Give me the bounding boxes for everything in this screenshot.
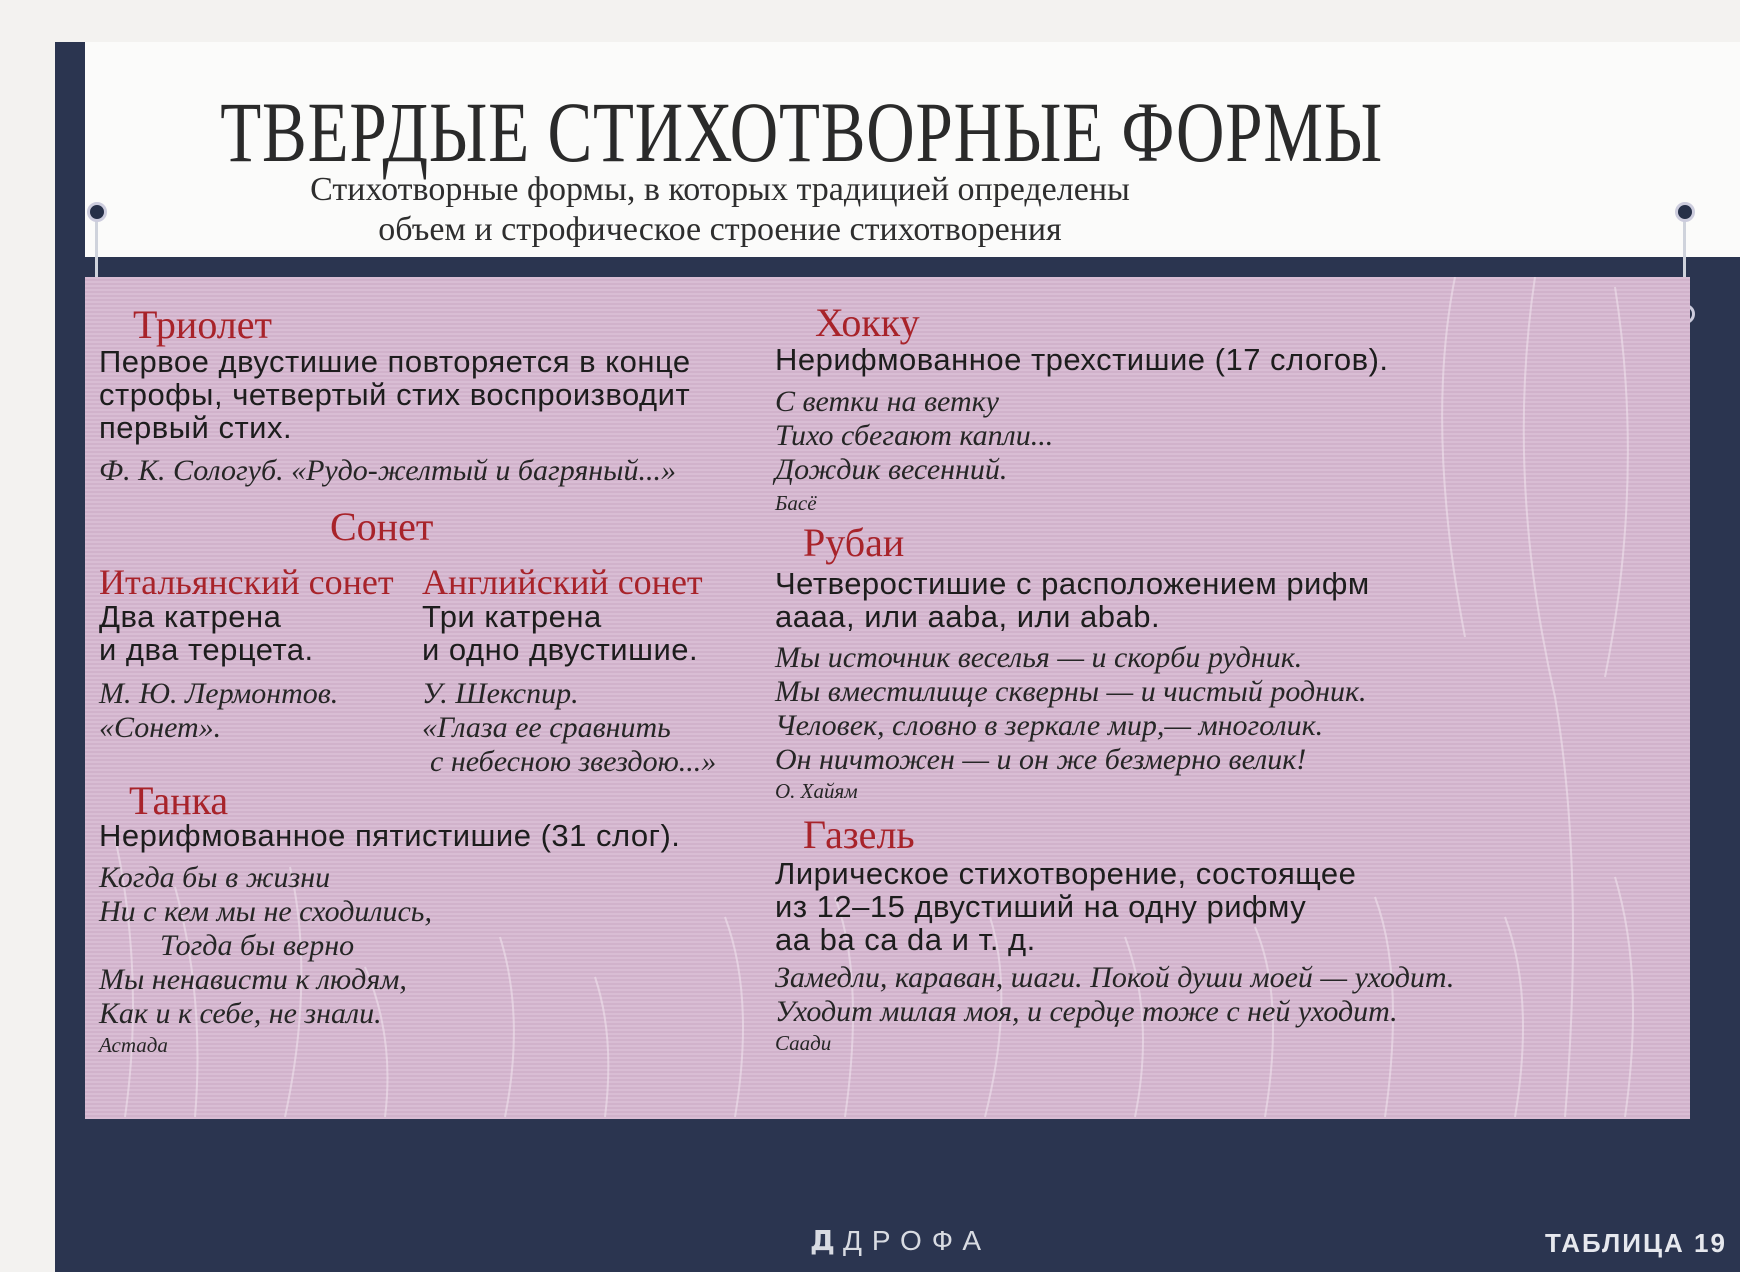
english-sonnet-example: с небесною звездою...»: [430, 745, 717, 778]
page-title: ТВЕРДЫЕ СТИХОТВОРНЫЕ ФОРМЫ: [220, 84, 1384, 180]
hokku-heading: Хокку: [815, 300, 920, 345]
subtitle-line: Стихотворные формы, в которых традицией определены: [310, 171, 1130, 208]
english-sonnet-example: «Глаза ее сравнить: [422, 711, 671, 744]
triolet-text-line: первый стих.: [99, 410, 293, 445]
triolet-text-line: Первое двустишие повторяется в конце: [99, 344, 691, 379]
hokku-definition: Нерифмованное трехстишие (17 слогов).: [775, 342, 1389, 377]
page-subtitle: [85, 170, 1355, 250]
tanka-poem-line: Когда бы в жизни: [99, 861, 331, 894]
triolet-example: Ф. К. Сологуб. «Рудо-желтый и багряный...»: [99, 454, 676, 487]
gazel-author: Саади: [775, 1031, 832, 1055]
english-sonnet-heading: Английский сонет: [422, 562, 703, 602]
gazel-text-line: aa ba ca da и т. д.: [775, 922, 1036, 957]
triolet-heading: Триолет: [133, 302, 272, 347]
publisher-logo: [810, 1224, 991, 1257]
tanka-author: Астада: [99, 1033, 168, 1057]
gazel-text-line: из 12–15 двустиший на одну рифму: [775, 889, 1307, 924]
rubai-text-line: Четверостишие с расположением рифм: [775, 566, 1370, 601]
hook-icon: [87, 202, 107, 222]
english-sonnet-text-line: Три катрена: [422, 599, 602, 634]
hokku-poem-line: С ветки на ветку: [775, 385, 999, 418]
italian-sonnet-example: М. Ю. Лермонтов.: [99, 677, 339, 710]
hokku-author: Басё: [775, 491, 817, 515]
tanka-poem-line: Как и к себе, не знали.: [99, 997, 382, 1030]
poster: [55, 42, 1740, 1272]
italian-sonnet-example: «Сонет».: [99, 711, 222, 744]
italian-sonnet-text-line: и два терцета.: [99, 632, 314, 667]
hokku-poem-line: Дождик весенний.: [775, 453, 1008, 486]
tanka-heading: Танка: [129, 778, 229, 823]
subtitle-line: объем и строфическое строение стихотворения: [378, 211, 1062, 248]
rubai-poem-line: Мы вместилище скверны — и чистый родник.: [775, 675, 1367, 708]
tanka-poem-line: Ни с кем мы не сходились,: [99, 895, 432, 928]
english-sonnet-text-line: и одно двустишие.: [422, 632, 699, 667]
gazel-poem-line: Уходит милая моя, и сердце тоже с ней уходит.: [775, 995, 1398, 1028]
italian-sonnet-text-line: Два катрена: [99, 599, 282, 634]
content-panel: [85, 277, 1690, 1119]
publisher-name: ДРОФА: [842, 1225, 992, 1256]
rubai-poem-line: Он ничтожен — и он же безмерно велик!: [775, 743, 1307, 776]
rubai-text-line: аааа, или aaba, или abab.: [775, 599, 1161, 634]
rubai-poem-line: Человек, словно в зеркале мир,— многолик.: [775, 709, 1324, 742]
header: [85, 42, 1740, 257]
gazel-poem-line: Замедли, караван, шаги. Покой души моей — уходит.: [775, 961, 1455, 994]
gazel-heading: Газель: [803, 812, 915, 857]
triolet-text-line: строфы, четвертый стих воспроизводит: [99, 377, 691, 412]
tanka-poem-line: Мы ненависти к людям,: [99, 963, 407, 996]
italian-sonnet-heading: Итальянский сонет: [99, 562, 394, 602]
sonnet-heading: Сонет: [330, 504, 434, 549]
tanka-definition: Нерифмованное пятистишие (31 слог).: [99, 818, 681, 853]
tanka-poem-line: Тогда бы верно: [160, 929, 355, 962]
rubai-poem-line: Мы источник веселья — и скорби рудник.: [775, 641, 1303, 674]
english-sonnet-example: У. Шекспир.: [422, 677, 579, 710]
publisher-mark-icon: Д: [810, 1224, 835, 1257]
rubai-heading: Рубаи: [803, 520, 905, 565]
gazel-text-line: Лирическое стихотворение, состоящее: [775, 856, 1357, 891]
hokku-poem-line: Тихо сбегают капли...: [775, 419, 1054, 452]
table-number: ТАБЛИЦА 19: [1545, 1228, 1727, 1258]
hook-icon: [1675, 202, 1695, 222]
rubai-author: О. Хайям: [775, 779, 858, 803]
